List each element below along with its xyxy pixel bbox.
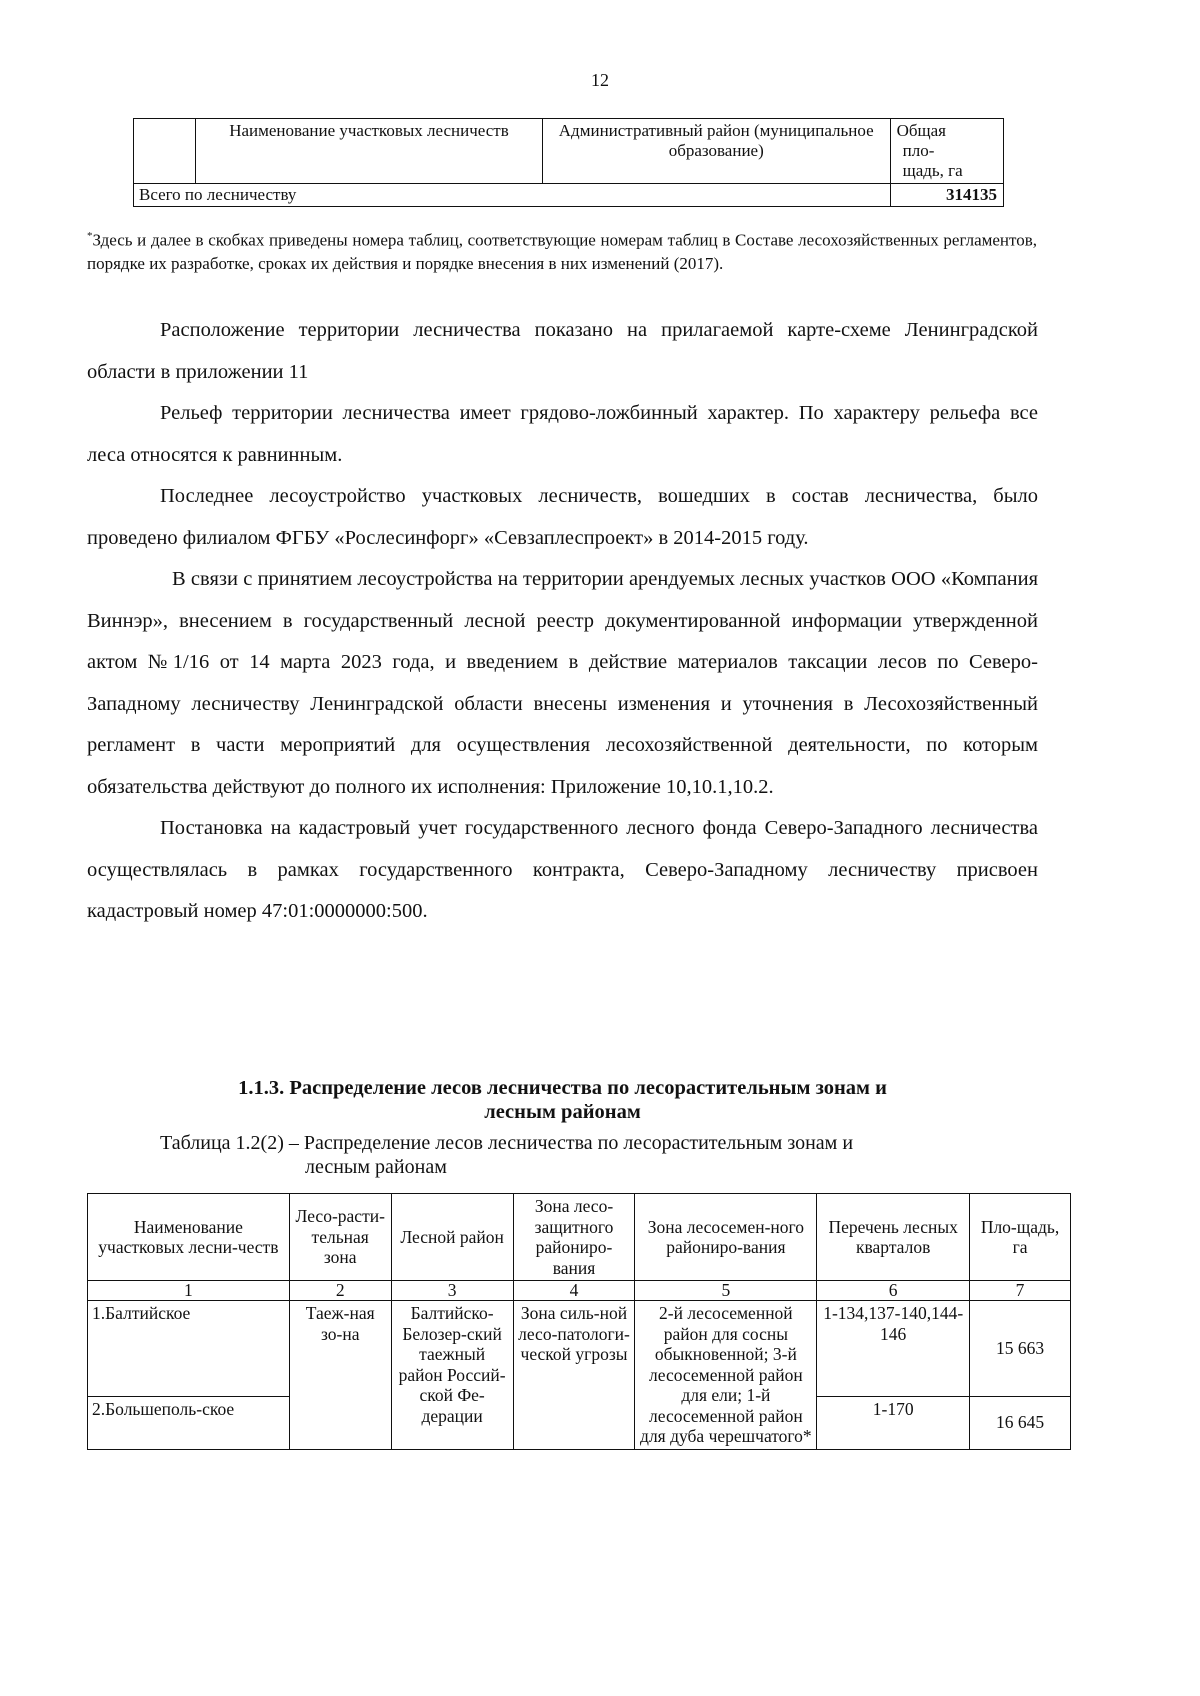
row-protection-zone: Зона силь-ной лесо-патологи-ческой угрозы xyxy=(513,1301,635,1450)
table-caption-line1: Таблица 1.2(2) – Распределение лесов лесничества по лесорастительным зонам и xyxy=(160,1132,854,1154)
header-area: Пло-щадь, га xyxy=(970,1194,1071,1281)
column-number: 2 xyxy=(289,1281,391,1301)
row-area: 15 663 xyxy=(970,1301,1071,1397)
top-table-empty-cell xyxy=(134,119,196,184)
paragraph-lease-changes: В связи с принятием лесоустройства на территории арендуемых лесных участков ООО «Компания Виннэр», внесением в государственный лесной реестр документированной информации утвержденной актом №1/16 от 14 марта 2023 года, и введением в действие материалов таксации лесов по Северо-Западному лесничеству Ленинградской области внесены изменения и уточнения в Лесохозяйственный регламент в части мероприятий для осуществления лесохозяйственной деятельности, по которым обязательства действуют до полного их исполнения: Приложение 10,10.1,10.2. xyxy=(87,568,1038,798)
row-quarters: 1-134,137-140,144-146 xyxy=(817,1301,970,1397)
footnote xyxy=(87,225,1037,275)
column-number: 3 xyxy=(391,1281,513,1301)
footnote-text: Здесь и далее в скобках приведены номера таблиц, соответствующие номерам таблиц в Составе лесохозяйственных регламентов, порядке их разработке, сроках их действия и порядке внесения в них изменений (2017). xyxy=(87,230,1037,273)
row-name: 1.Балтийское xyxy=(88,1301,290,1397)
row-vegetation-zone: Таеж-ная зо-на xyxy=(289,1301,391,1450)
section-heading-line2: лесным районам xyxy=(484,1101,641,1123)
top-table-header-name: Наименование участковых лесничеств xyxy=(196,119,543,184)
top-table-area-line3: щадь, га xyxy=(902,161,963,180)
column-number: 7 xyxy=(970,1281,1071,1301)
table-header-row xyxy=(88,1194,1071,1281)
column-number: 6 xyxy=(817,1281,970,1301)
total-value: 314135 xyxy=(890,184,1003,207)
top-table-area-line1: Общая xyxy=(896,121,946,140)
top-table-header-row xyxy=(134,119,1004,184)
table-row xyxy=(88,1301,1071,1397)
column-number: 4 xyxy=(513,1281,635,1301)
paragraph-relief: Рельеф территории лесничества имеет грядово-ложбинный характер. По характеру рельефа все леса относятся к равнинным. xyxy=(87,402,1038,466)
page-number: 12 xyxy=(591,70,609,90)
header-forest-district: Лесной район xyxy=(391,1194,513,1281)
top-table-header-area xyxy=(890,119,1003,184)
header-protection-zone: Зона лесо-защитного райониро-вания xyxy=(513,1194,635,1281)
header-name: Наименование участковых лесни-честв xyxy=(88,1194,290,1281)
header-vegetation-zone: Лесо-расти-тельная зона xyxy=(289,1194,391,1281)
table-caption xyxy=(160,1131,1020,1179)
row-name: 2.Большеполь-ское xyxy=(88,1396,290,1449)
row-quarters: 1-170 xyxy=(817,1396,970,1449)
row-seed-zone: 2-й лесосеменной район для сосны обыкновенной; 3-й лесосеменной район для ели; 1-й лесосеменной район для дуба черешчатого* xyxy=(635,1301,817,1450)
section-heading xyxy=(87,1076,1038,1124)
paragraph-cadastral: Постановка на кадастровый учет государственного лесного фонда Северо-Западного лесничества осуществлялась в рамках государственного контракта, Северо-Западному лесничеству присвоен кадастровый номер 47:01:0000000:500. xyxy=(87,817,1038,922)
paragraph-location: Расположение территории лесничества показано на прилагаемой карте-схеме Ленинградской области в приложении 11 xyxy=(87,319,1038,383)
column-number-row xyxy=(88,1281,1071,1301)
top-table xyxy=(133,118,1004,207)
paragraph-forest-inventory: Последнее лесоустройство участковых лесничеств, вошедших в состав лесничества, было проведено филиалом ФГБУ «Рослесинфорг» «Севзаплеспроект» в 2014-2015 году. xyxy=(87,485,1038,549)
header-seed-zone: Зона лесосемен-ного райониро-вания xyxy=(635,1194,817,1281)
top-table-area-line2: пло- xyxy=(902,141,935,160)
body-text xyxy=(87,310,1038,933)
header-quarters: Перечень лесных кварталов xyxy=(817,1194,970,1281)
top-table-total-row xyxy=(134,184,1004,207)
column-number: 5 xyxy=(635,1281,817,1301)
forest-zones-table xyxy=(87,1193,1071,1450)
row-forest-district: Балтийско-Белозер-ский таежный район Россий-ской Фе-дерации xyxy=(391,1301,513,1450)
total-label: Всего по лесничеству xyxy=(134,184,891,207)
top-table-header-district: Административный район (муниципальное образование) xyxy=(542,119,890,184)
column-number: 1 xyxy=(88,1281,290,1301)
row-area: 16 645 xyxy=(970,1396,1071,1449)
section-heading-line1: 1.1.3. Распределение лесов лесничества по лесорастительным зонам и xyxy=(238,1077,887,1099)
table-caption-line2: лесным районам xyxy=(305,1156,447,1178)
footnote-mark: * xyxy=(87,230,93,242)
